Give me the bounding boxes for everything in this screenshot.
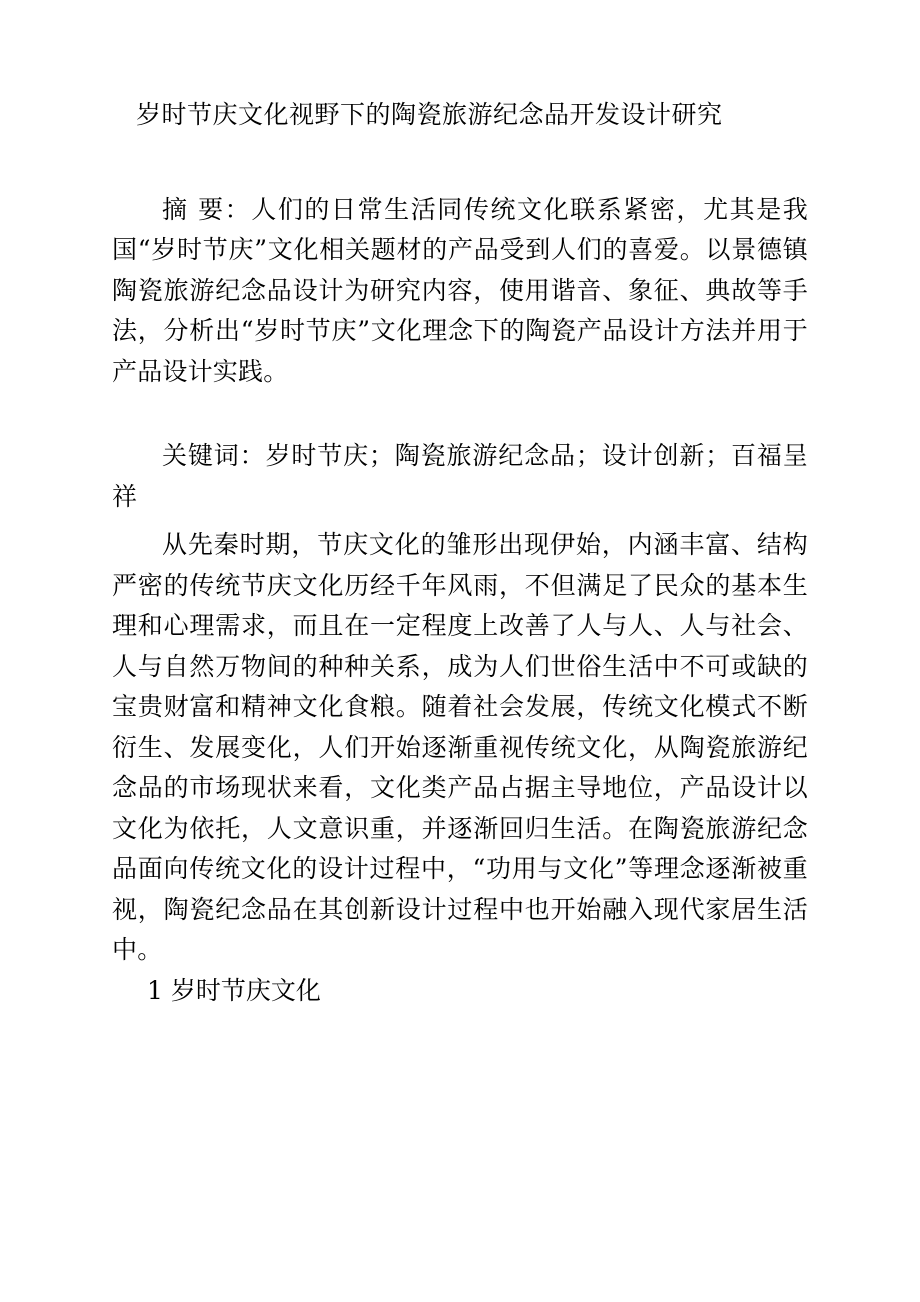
- abstract-paragraph: 摘 要：人们的日常生活同传统文化联系紧密，尤其是我国“岁时节庆”文化相关题材的产品受到人们的喜爱。以景德镇陶瓷旅游纪念品设计为研究内容，使用谐音、象征、典故等手法，分析出“岁时节庆”文化理念下的陶瓷产品设计方法并用于产品设计实践。: [112, 194, 808, 386]
- page-title: 岁时节庆文化视野下的陶瓷旅游纪念品开发设计研究: [136, 100, 723, 129]
- spacer-after-keywords: [112, 517, 808, 525]
- keywords-paragraph: 关键词：岁时节庆；陶瓷旅游纪念品；设计创新；百福呈祥: [112, 441, 808, 511]
- body-paragraph: 从先秦时期，节庆文化的雏形出现伊始，内涵丰富、结构严密的传统节庆文化历经千年风雨，不但满足了民众的基本生理和心理需求，而且在一定程度上改善了人与人、人与社会、人与自然万物间的种种关系，成为人们世俗生活中不可或缺的宝贵财富和精神文化食粮。随着社会发展，传统文化模式不断衍生、发展变化，人们开始逐渐重视传统文化，从陶瓷旅游纪念品的市场现状来看，文化类产品占据主导地位，产品设计以文化为依托，人文意识重，并逐渐回归生活。在陶瓷旅游纪念品面向传统文化的设计过程中，“功用与文化”等理念逐渐被重视，陶瓷纪念品在其创新设计过程中也开始融入现代家居生活中。: [112, 530, 808, 964]
- spacer-after-abstract: [112, 392, 808, 436]
- spacer-after-title: [112, 134, 808, 190]
- section-heading: 1 岁时节庆文化: [147, 975, 321, 1005]
